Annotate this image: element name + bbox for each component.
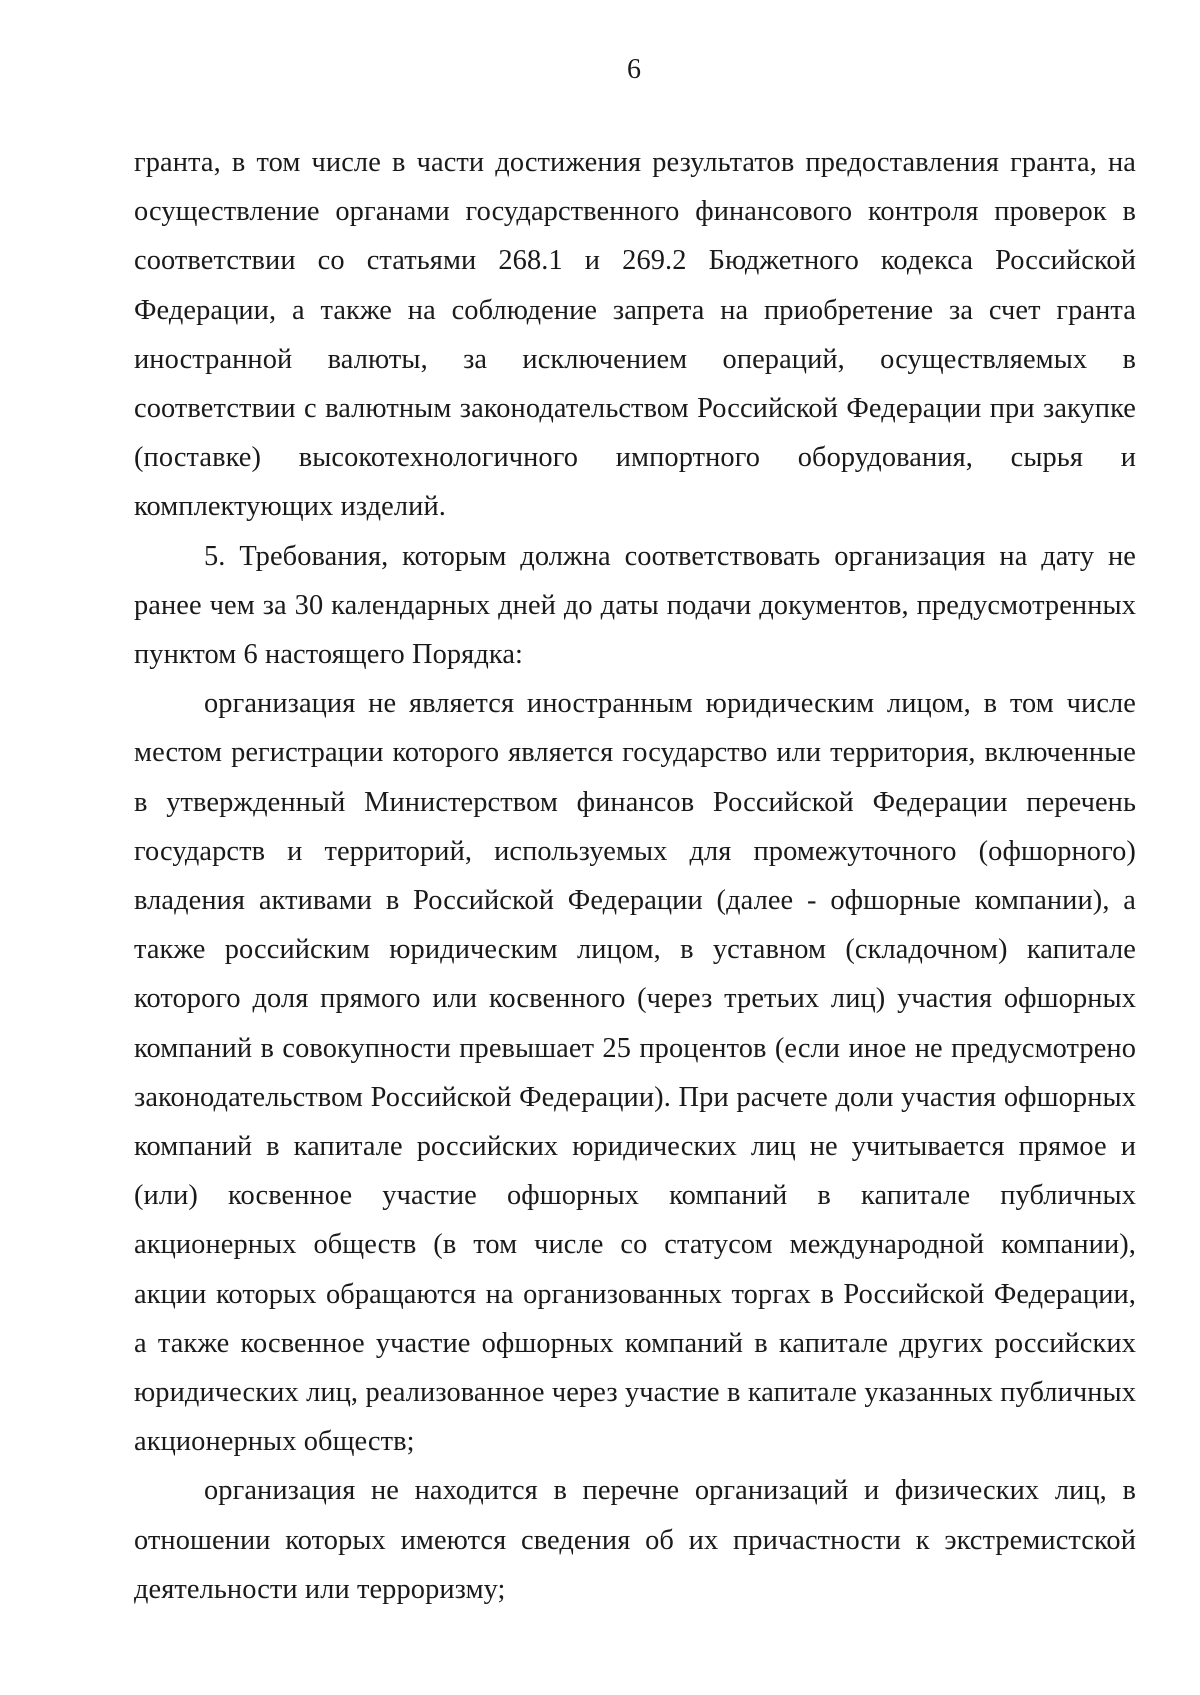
paragraph-requirements-intro: 5. Требования, которым должна соответствовать организация на дату не ранее чем за 30 календарных дней до даты подачи документов, предусмотренных пунктом 6 настоящего Порядка:	[134, 540, 1136, 671]
paragraph-extremism-requirement: организация не находится в перечне организаций и физических лиц, в отношении которых имеются сведения об их причастности к экстремистской деятельности или терроризму;	[134, 1475, 1136, 1605]
paragraph-offshore-requirement: организация не является иностранным юридическим лицом, в том числе местом регистрации которого является государство или территория, включенные в утвержденный Министерством финансов Российской Федерации перечень государств и территорий, используемых для промежуточного (офшорного) владения активами в Российской Федерации (далее - офшорные компании), а также российским юридическим лицом, в уставном (складочном) капитале которого доля прямого или косвенного (через третьих лиц) участия офшорных компаний в совокупности превышает 25 процентов (если иное не предусмотрено законодательством Российской Федерации). При расчете доли участия офшорных компаний в капитале российских юридических лиц не учитывается прямое и (или) косвенное участие офшорных компаний в капитале публичных акционерных обществ (в том числе со статусом международной компании), акции которых обращаются на организованных торгах в Российской Федерации, а также косвенное участие офшорных компаний в капитале других российских юридических лиц, реализованное через участие в капитале указанных публичных акционерных обществ;	[134, 688, 1136, 1458]
paragraph-continuation: гранта, в том числе в части достижения результатов предоставления гранта, на осуществление органами государственного финансового контроля проверок в соответствии со статьями 268.1 и 269.2 Бюджетного кодекса Российской Федерации, а также на соблюдение запрета на приобретение за счет гранта иностранной валюты, за исключением операций, осуществляемых в соответствии с валютным законодательством Российской Федерации при закупке (поставке) высокотехнологичного импортного оборудования, сырья и комплектующих изделий.	[134, 147, 1136, 523]
document-body	[134, 138, 1136, 1614]
page-number: 6	[627, 54, 641, 85]
